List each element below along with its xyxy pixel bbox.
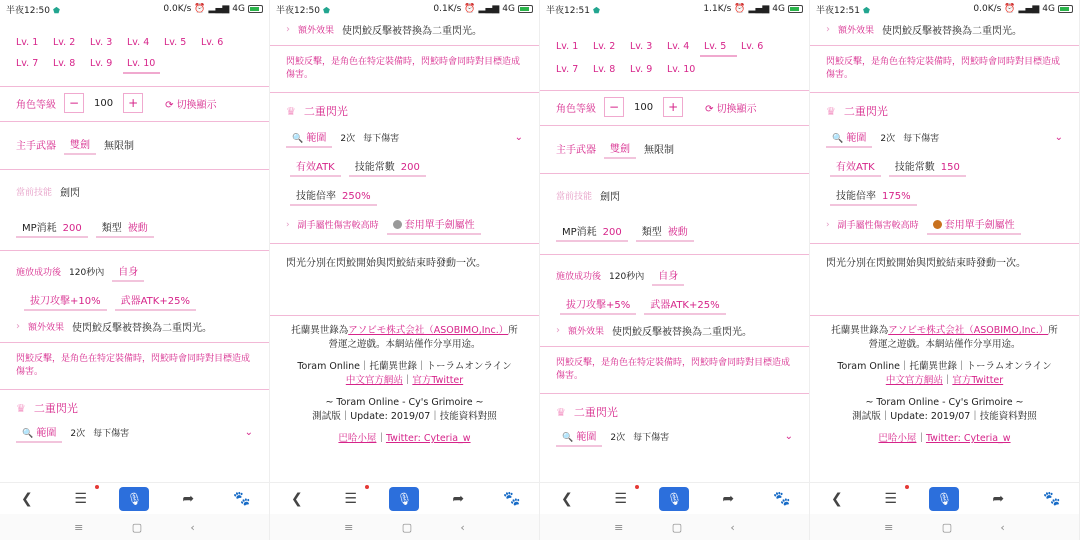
note-text: 閃鮫反擊，是角色在特定裝備時，閃鮫時會同時對目標造成傷害。 — [16, 354, 251, 377]
share-icon[interactable]: ➦ — [182, 490, 195, 507]
after-cast-label: 施放成功後 — [16, 268, 62, 278]
search-icon: 🔍 — [562, 433, 574, 443]
mp-cost-tag: MP消耗 200 — [556, 221, 628, 242]
page-content — [540, 18, 809, 478]
weapon-dual-option[interactable]: 雙劍 — [604, 138, 636, 159]
per-hit-label: 每下傷害 — [633, 433, 670, 443]
share-icon[interactable]: ➦ — [722, 490, 735, 507]
battery-icon — [1058, 5, 1073, 13]
current-skill-row — [0, 184, 269, 199]
current-skill-label: 當前技能 — [16, 188, 53, 198]
footer-line: 營運之遊戲。本網站僅作分享用途。 — [868, 339, 1021, 350]
crown-icon: ♛ — [556, 405, 566, 419]
toggle-display-button[interactable] — [705, 100, 757, 115]
bonus-tag: 拔刀攻擊+5% — [560, 294, 636, 315]
ratio-row — [270, 185, 539, 206]
extra-effect-row — [810, 22, 1079, 37]
recent-apps-icon[interactable]: ≡ — [614, 520, 624, 534]
footer-line: ~ Toram Online - Cy's Grimoire ~ — [325, 397, 484, 408]
status-time: 半夜12:50 — [276, 5, 320, 16]
recent-apps-icon[interactable]: ≡ — [344, 520, 354, 534]
range-row — [810, 127, 1079, 148]
home-icon[interactable]: ▢ — [131, 520, 143, 534]
level-button[interactable]: Lv. 7 — [16, 58, 39, 69]
range-tag: 🔍 範圍 — [16, 422, 62, 443]
alarm-icon: ⏰ — [734, 4, 746, 14]
toggle-display-button[interactable] — [165, 96, 217, 111]
chevron-right-icon: › — [826, 219, 830, 230]
chevron-down-icon[interactable]: ⌄ — [784, 431, 793, 442]
status-bar — [0, 0, 269, 18]
footer-line: ~ Toram Online - Cy's Grimoire ~ — [865, 397, 1024, 408]
paw-icon[interactable]: 🐾 — [503, 490, 521, 507]
page-content — [0, 18, 269, 478]
minus-button[interactable]: − — [604, 97, 624, 117]
recent-apps-icon[interactable]: ≡ — [884, 520, 894, 534]
level-button[interactable]: Lv. 2 — [593, 41, 616, 52]
network-speed: 0.0K/s — [973, 4, 1002, 14]
skill-constant-tag: 技能常數 150 — [889, 156, 966, 177]
extra-effect-row — [270, 22, 539, 37]
network-type: 4G — [502, 4, 515, 14]
menu-icon[interactable]: ☰ — [876, 487, 906, 511]
crown-icon: ♛ — [286, 104, 296, 118]
menu-icon[interactable]: ☰ — [66, 487, 96, 511]
back-icon[interactable]: ❮ — [291, 490, 303, 507]
skill-ratio-tag: 技能倍率 250% — [290, 185, 377, 206]
per-hit-label: 每下傷害 — [903, 134, 940, 144]
bonus-tag: 武器ATK+25% — [115, 290, 196, 311]
range-row — [540, 426, 809, 447]
plus-button[interactable]: + — [123, 93, 143, 113]
twitter-link[interactable]: Twitter: Cyteria_w — [925, 433, 1011, 444]
extra-effect-text: 使閃鮫反擊被替換為二重閃光。 — [72, 323, 213, 334]
mic-icon[interactable]: 🎙 — [389, 487, 419, 511]
footer-line: Toram Online｜托蘭異世錄｜トーラムオンライン — [837, 361, 1052, 372]
alarm-icon: ⏰ — [194, 4, 206, 14]
level-button[interactable]: Lv. 8 — [53, 58, 76, 69]
status-time: 半夜12:51 — [546, 5, 590, 16]
skill-ratio-tag: 技能倍率 175% — [830, 185, 917, 206]
browser-toolbar — [540, 482, 809, 514]
battery-icon — [788, 5, 803, 13]
level-button[interactable]: Lv. 9 — [90, 58, 113, 69]
chevron-right-icon: › — [286, 24, 290, 35]
mic-icon[interactable]: 🎙 — [119, 487, 149, 511]
current-skill-label: 當前技能 — [556, 192, 593, 202]
range-row — [0, 422, 269, 443]
signal-icon: ▂▄▆ — [748, 4, 770, 14]
paw-icon[interactable]: 🐾 — [773, 490, 791, 507]
times-value: 2次 — [70, 429, 86, 439]
network-speed: 0.0K/s — [163, 4, 192, 14]
back-nav-icon[interactable]: ‹ — [190, 520, 195, 534]
network-speed: 1.1K/s — [703, 4, 732, 14]
level-control — [0, 93, 269, 113]
extra-effect-row — [0, 319, 269, 334]
mic-icon[interactable]: 🎙 — [929, 487, 959, 511]
refresh-icon: ⟳ — [165, 99, 174, 111]
footer-line: 測試版｜Update: 2019/07｜技能資料對照 — [312, 411, 497, 422]
level-button[interactable]: Lv. 4 — [667, 41, 690, 52]
network-type: 4G — [772, 4, 785, 14]
asobimo-link[interactable]: アソビモ株式会社（ASOBIMO,Inc.） — [888, 325, 1049, 336]
mp-type-row — [540, 221, 809, 242]
times-value: 2次 — [610, 433, 626, 443]
status-time: 半夜12:51 — [816, 5, 860, 16]
mic-icon[interactable]: 🎙 — [659, 487, 689, 511]
official-site-link[interactable]: 中文官方網站 — [885, 375, 943, 386]
weapon-row — [540, 138, 809, 159]
level-button[interactable]: Lv. 7 — [556, 64, 579, 75]
search-icon: 🔍 — [292, 134, 304, 144]
paw-icon[interactable]: 🐾 — [233, 490, 251, 507]
paw-icon[interactable]: 🐾 — [1043, 490, 1061, 507]
skill-type-tag: 類型 被動 — [636, 221, 694, 242]
current-skill-name: 劍閃 — [60, 188, 81, 199]
duration-value: 120秒內 — [609, 272, 645, 282]
back-nav-icon[interactable]: ‹ — [460, 520, 465, 534]
back-nav-icon[interactable]: ‹ — [1000, 520, 1005, 534]
menu-icon[interactable]: ☰ — [336, 487, 366, 511]
duration-value: 120秒內 — [69, 268, 105, 278]
signal-icon: ▂▄▆ — [478, 4, 500, 14]
system-nav-bar — [540, 514, 809, 540]
level-control — [540, 97, 809, 117]
minus-button[interactable]: − — [64, 93, 84, 113]
shield-icon: ⬟ — [322, 5, 330, 15]
after-cast-row — [540, 265, 809, 286]
toggle-label: 切換顯示 — [176, 99, 217, 111]
phone-screen-3 — [540, 0, 810, 540]
skill-header[interactable] — [810, 103, 1079, 119]
level-button[interactable]: Lv. 9 — [630, 64, 653, 75]
back-icon[interactable]: ❮ — [831, 490, 843, 507]
apply-attr-button[interactable]: 套用單手劍屬性 — [387, 214, 481, 235]
level-button[interactable]: Lv. 3 — [630, 41, 653, 52]
back-icon[interactable]: ❮ — [21, 490, 33, 507]
chevron-right-icon: › — [826, 24, 830, 35]
note-text: 閃鮫反擊，是角色在特定裝備時，閃鮫時會同時對目標造成傷害。 — [826, 57, 1061, 80]
atk-row — [270, 156, 539, 177]
site-footer: 托蘭異世錄為アソビモ株式会社（ASOBIMO,Inc.）所 營運之遊戲。本網站僅作分享用途。 Toram Online｜托蘭異世錄｜トーラムオンライン 中文官方網站｜官方Twitter ~ Toram Online - Cy's Grimoire ~ 測試版｜Update: 2019/07｜技能資料對照 巴哈小屋｜Twitter: Cyteria_w — [810, 324, 1079, 446]
search-icon: 🔍 — [22, 429, 34, 439]
char-level-label: 角色等級 — [16, 99, 56, 111]
network-type: 4G — [232, 4, 245, 14]
chevron-down-icon[interactable]: ⌄ — [244, 427, 253, 438]
plus-button[interactable]: + — [663, 97, 683, 117]
target-self-tag: 自身 — [652, 265, 684, 286]
status-time: 半夜12:50 — [6, 5, 50, 16]
skill-header[interactable] — [540, 404, 809, 420]
level-button[interactable]: Lv. 10 — [667, 64, 696, 75]
bonus-tag: 拔刀攻擊+10% — [24, 290, 107, 311]
status-bar — [540, 0, 809, 18]
skill-type-tag: 類型 被動 — [96, 217, 154, 238]
circle-icon — [933, 220, 942, 229]
crown-icon: ♛ — [826, 104, 836, 118]
level-button[interactable]: Lv. 1 — [556, 41, 579, 52]
system-nav-bar — [810, 514, 1079, 540]
target-self-tag: 自身 — [112, 261, 144, 282]
main-weapon-label: 主手武器 — [16, 141, 56, 152]
skill-header[interactable] — [270, 103, 539, 119]
bonus-row — [540, 294, 809, 315]
system-nav-bar — [0, 514, 269, 540]
search-icon: 🔍 — [832, 134, 844, 144]
weapon-row — [0, 134, 269, 155]
extra-effect-text: 使閃鮫反擊被替換為二重閃光。 — [882, 26, 1023, 37]
effective-atk-tag: 有效ATK — [290, 156, 341, 177]
per-hit-label: 每下傷害 — [93, 429, 130, 439]
range-row — [270, 127, 539, 148]
phone-screen-4 — [810, 0, 1080, 540]
refresh-icon: ⟳ — [705, 103, 714, 115]
main-weapon-label: 主手武器 — [556, 145, 596, 156]
level-button[interactable]: Lv. 6 — [741, 41, 764, 52]
effective-atk-tag: 有效ATK — [830, 156, 881, 177]
chevron-right-icon: › — [16, 321, 20, 332]
back-icon[interactable]: ❮ — [561, 490, 573, 507]
extra-effect-label: 額外效果 — [838, 26, 875, 36]
chevron-right-icon: › — [556, 325, 560, 336]
apply-attr-button[interactable]: 套用單手劍屬性 — [927, 214, 1021, 235]
after-cast-label: 施放成功後 — [556, 272, 602, 282]
chevron-right-icon: › — [286, 219, 290, 230]
shield-icon: ⬟ — [52, 5, 60, 15]
extra-effect-row — [540, 323, 809, 338]
level-selector — [0, 18, 269, 80]
range-tag: 🔍 範圍 — [556, 426, 602, 447]
home-icon[interactable]: ▢ — [941, 520, 953, 534]
back-nav-icon[interactable]: ‹ — [730, 520, 735, 534]
circle-icon — [393, 220, 402, 229]
level-button[interactable]: Lv. 4 — [127, 37, 150, 48]
per-hit-label: 每下傷害 — [363, 134, 400, 144]
extra-effect-text: 使閃鮫反擊被替換為二重閃光。 — [342, 26, 483, 37]
skill-header[interactable] — [0, 400, 269, 416]
status-bar — [810, 0, 1079, 18]
level-button-selected[interactable]: Lv. 5 — [700, 38, 737, 57]
extra-effect-label: 額外效果 — [28, 323, 65, 333]
crown-icon: ♛ — [16, 401, 26, 415]
skill-title: 二重閃光 — [303, 105, 348, 118]
current-skill-row — [540, 188, 809, 203]
mp-cost-tag: MP消耗 200 — [16, 217, 88, 238]
sub-attr-label: 副手屬性傷害較高時 — [297, 221, 379, 231]
extra-effect-label: 額外效果 — [298, 26, 335, 36]
skill-title: 二重閃光 — [843, 105, 888, 118]
official-twitter-link[interactable]: 官方Twitter — [412, 375, 464, 386]
page-content — [810, 18, 1079, 478]
level-button[interactable]: Lv. 6 — [201, 37, 224, 48]
toggle-label: 切換顯示 — [716, 103, 757, 115]
weapon-unlimited-option[interactable]: 無限制 — [644, 145, 674, 156]
level-button[interactable]: Lv. 3 — [90, 37, 113, 48]
level-button[interactable]: Lv. 8 — [593, 64, 616, 75]
weapon-unlimited-option[interactable]: 無限制 — [104, 141, 134, 152]
footer-line: 營運之遊戲。本網站僅作分享用途。 — [328, 339, 481, 350]
menu-icon[interactable]: ☰ — [606, 487, 636, 511]
battery-icon — [518, 5, 533, 13]
footer-line: 測試版｜Update: 2019/07｜技能資料對照 — [852, 411, 1037, 422]
browser-toolbar — [0, 482, 269, 514]
note-text: 閃鮫反擊，是角色在特定裝備時，閃鮫時會同時對目標造成傷害。 — [556, 358, 791, 381]
current-skill-name: 劍閃 — [600, 192, 621, 203]
official-site-link[interactable]: 中文官方網站 — [345, 375, 403, 386]
browser-toolbar — [270, 482, 539, 514]
atk-row — [810, 156, 1079, 177]
sub-attr-label: 副手屬性傷害較高時 — [837, 221, 919, 231]
level-button[interactable]: Lv. 5 — [164, 37, 187, 48]
status-bar — [270, 0, 539, 18]
recent-apps-icon[interactable]: ≡ — [74, 520, 84, 534]
footer-line: Toram Online｜托蘭異世錄｜トーラムオンライン — [297, 361, 512, 372]
chevron-down-icon[interactable]: ⌄ — [1054, 132, 1063, 143]
shield-icon: ⬟ — [592, 5, 600, 15]
level-selector — [540, 18, 809, 84]
skill-constant-tag: 技能常數 200 — [349, 156, 426, 177]
sub-attr-row — [270, 214, 539, 235]
browser-toolbar — [810, 482, 1079, 514]
share-icon[interactable]: ➦ — [992, 490, 1005, 507]
level-button-selected[interactable]: Lv. 10 — [123, 55, 160, 74]
site-footer: 托蘭異世錄為アソビモ株式会社（ASOBIMO,Inc.）所 營運之遊戲。本網站僅作分享用途。 Toram Online｜托蘭異世錄｜トーラムオンライン 中文官方網站｜官方Twitter ~ Toram Online - Cy's Grimoire ~ 測試版｜Update: 2019/07｜技能資料對照 巴哈小屋｜Twitter: Cyteria_w — [270, 324, 539, 446]
home-icon[interactable]: ▢ — [401, 520, 413, 534]
network-speed: 0.1K/s — [433, 4, 462, 14]
sub-attr-row — [810, 214, 1079, 235]
char-level-label: 角色等級 — [556, 103, 596, 115]
weapon-dual-option[interactable]: 雙劍 — [64, 134, 96, 155]
share-icon[interactable]: ➦ — [452, 490, 465, 507]
phone-screen-2 — [270, 0, 540, 540]
page-content — [270, 18, 539, 478]
note-text: 閃鮫反擊，是角色在特定裝備時，閃鮫時會同時對目標造成傷害。 — [286, 57, 521, 80]
skill-title: 二重閃光 — [33, 402, 78, 415]
skill-description: 閃光分別在閃鮫開始與閃鮫結束時發動一次。 — [286, 258, 486, 269]
level-value: 100 — [94, 97, 114, 109]
chevron-down-icon[interactable]: ⌄ — [514, 132, 523, 143]
bahamut-link[interactable]: 巴哈小屋 — [878, 433, 917, 444]
skill-title: 二重閃光 — [573, 406, 618, 419]
times-value: 2次 — [880, 134, 896, 144]
level-button[interactable]: Lv. 2 — [53, 37, 76, 48]
alarm-icon: ⏰ — [464, 4, 476, 14]
extra-effect-text: 使閃鮫反擊被替換為二重閃光。 — [612, 327, 753, 338]
range-tag: 🔍 範圍 — [826, 127, 872, 148]
shield-icon: ⬟ — [862, 5, 870, 15]
asobimo-link[interactable]: アソビモ株式会社（ASOBIMO,Inc.） — [348, 325, 509, 336]
official-twitter-link[interactable]: 官方Twitter — [952, 375, 1004, 386]
skill-description: 閃光分別在閃鮫開始與閃鮫結束時發動一次。 — [826, 258, 1026, 269]
level-value: 100 — [634, 101, 654, 113]
signal-icon: ▂▄▆ — [208, 4, 230, 14]
level-button[interactable]: Lv. 1 — [16, 37, 39, 48]
bonus-tag: 武器ATK+25% — [644, 294, 725, 315]
ratio-row — [810, 185, 1079, 206]
system-nav-bar — [270, 514, 539, 540]
bonus-row — [0, 290, 269, 311]
bahamut-link[interactable]: 巴哈小屋 — [338, 433, 377, 444]
home-icon[interactable]: ▢ — [671, 520, 683, 534]
phone-screen-1 — [0, 0, 270, 540]
twitter-link[interactable]: Twitter: Cyteria_w — [385, 433, 471, 444]
extra-effect-label: 額外效果 — [568, 327, 605, 337]
battery-icon — [248, 5, 263, 13]
alarm-icon: ⏰ — [1004, 4, 1016, 14]
mp-type-row — [0, 217, 269, 238]
network-type: 4G — [1042, 4, 1055, 14]
times-value: 2次 — [340, 134, 356, 144]
range-tag: 🔍 範圍 — [286, 127, 332, 148]
after-cast-row — [0, 261, 269, 282]
signal-icon: ▂▄▆ — [1018, 4, 1040, 14]
